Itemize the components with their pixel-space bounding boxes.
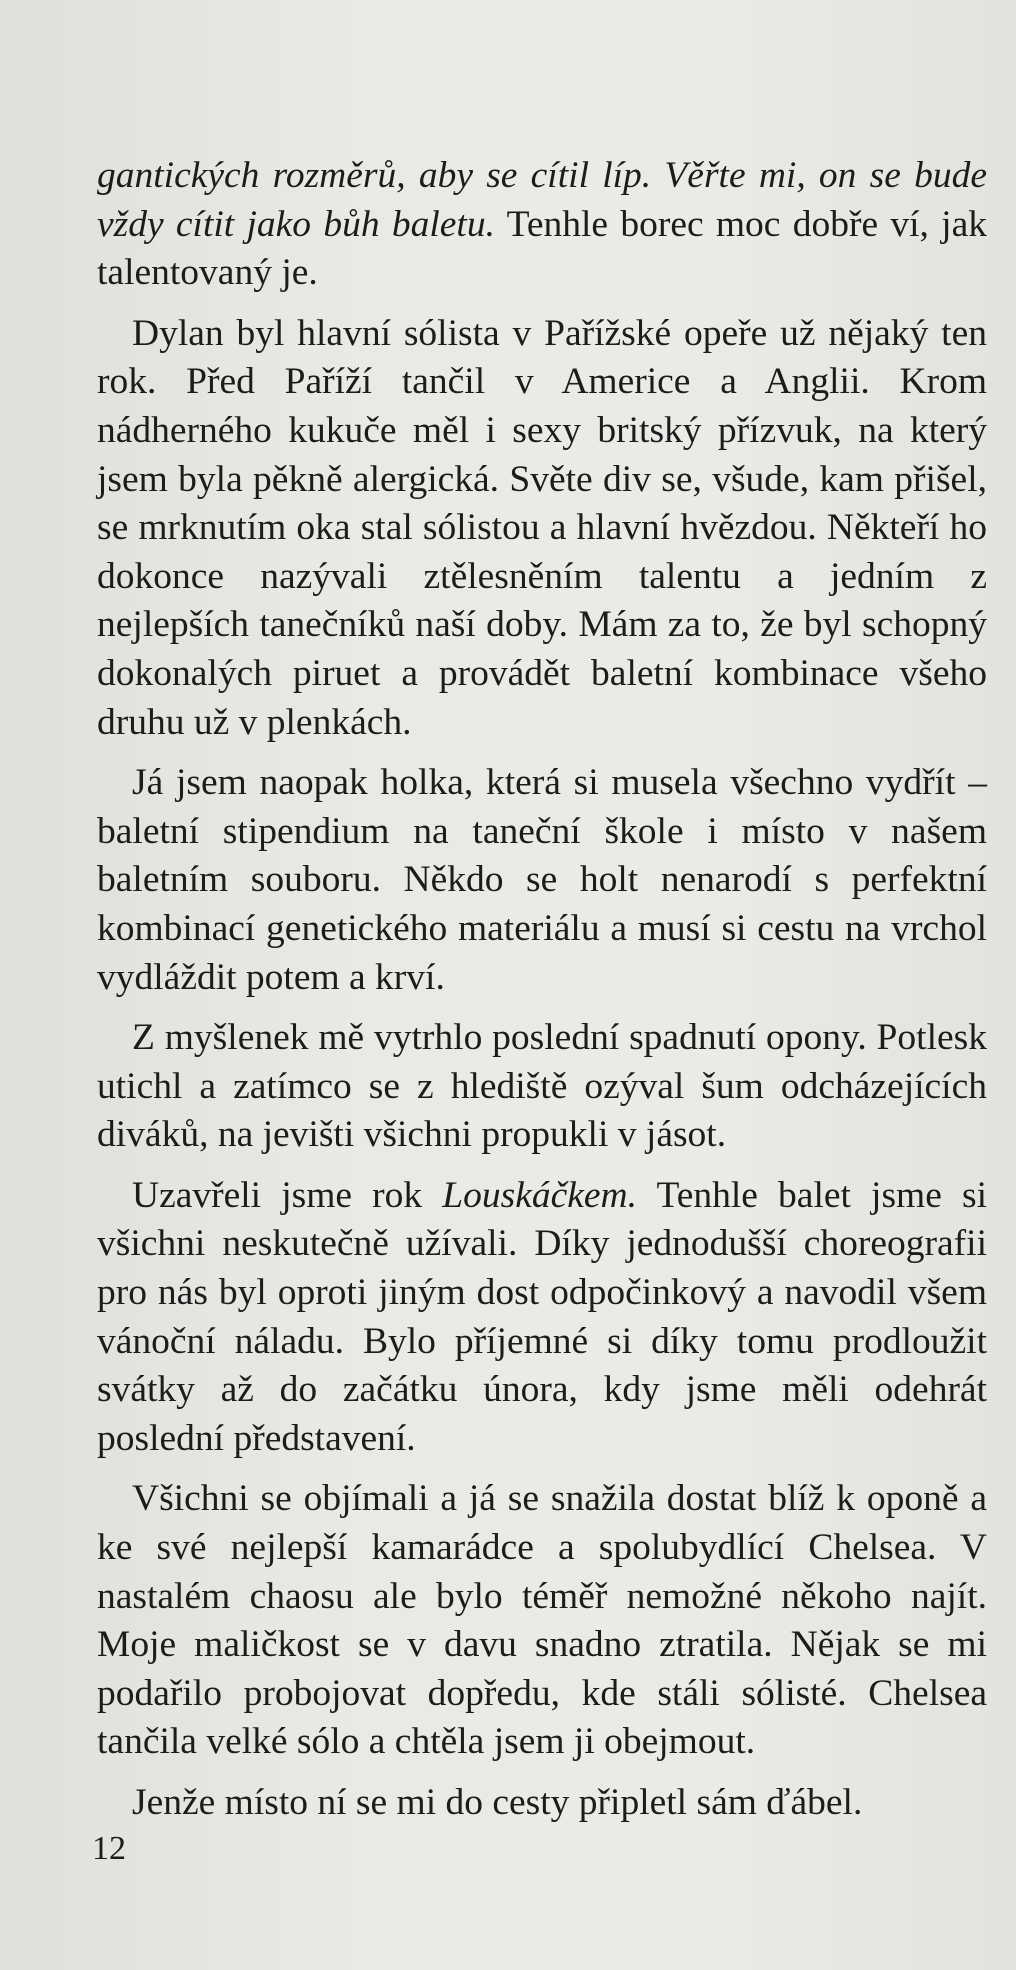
paragraph <box>97 1779 987 1828</box>
page-number: 12 <box>92 1830 126 1867</box>
text-segment: Z myšlenek mě vytrhlo poslední spadnutí opony. Potlesk utichl a zatímco se z hlediště ozýval šum odcházejících diváků, na jevišti všichni propukli v jásot. <box>97 1017 987 1156</box>
text-segment-italic: Louskáčkem. <box>442 1174 637 1216</box>
paragraph <box>97 1172 987 1464</box>
text-segment: Já jsem naopak holka, která si musela všechno vydřít – baletní stipendium na taneční škole i místo v našem baletním souboru. Někdo se holt nenarodí s perfektní kombinací genetického materiálu a musí si cestu na vrchol vydláždit potem a krví. <box>97 762 987 998</box>
text-segment: Uzavřeli jsme rok <box>132 1174 443 1216</box>
paragraph <box>97 152 987 298</box>
text-segment: Všichni se objímali a já se snažila dostat blíž k oponě a ke své nejlepší kamarádce a spolubydlící Chelsea. V nastalém chaosu ale bylo téměř nemožné někoho najít. Moje maličkost se v davu snadno ztratila. Nějak se mi podařilo probojovat dopředu, kde stáli sólisté. Chelsea tančila velké sólo a chtěla jsem ji obejmout. <box>97 1478 987 1763</box>
text-segment: Dylan byl hlavní sólista v Pařížské opeře už nějaký ten rok. Před Paříží tančil v Americe a Anglii. Krom nádherného kukuče měl i sexy britský přízvuk, na který jsem byla pěkně alergická. Světe div se, všude, kam přišel, se mrknutím oka stal sólistou a hlavní hvězdou. Někteří ho dokonce nazývali ztělesněním talentu a jedním z nejlepších tanečníků naší doby. Mám za to, že byl schopný dokonalých piruet a provádět baletní kombinace všeho druhu už v plenkách. <box>97 312 987 743</box>
paragraph <box>97 1475 987 1767</box>
text-segment-italic: gantických rozměrů, aby se cítil líp. Věřte mi, on se bude vždy cítit jako bůh baletu. <box>97 155 987 245</box>
paragraph <box>97 759 987 1002</box>
body-text <box>97 152 987 1840</box>
paragraph <box>97 1014 987 1160</box>
text-segment: Tenhle balet jsme si všichni neskutečně užívali. Díky jednodušší choreografii pro nás byl oproti jiným dost odpočinkový a navodil všem vánoční náladu. Bylo příjemné si díky tomu prodloužit svátky až do začátku února, kdy jsme měli odehrát poslední představení. <box>97 1174 988 1459</box>
text-segment: Jenže místo ní se mi do cesty připletl sám ďábel. <box>132 1782 863 1823</box>
text-segment: Tenhle borec moc dobře ví, jak talentovaný je. <box>97 203 987 294</box>
paragraph <box>97 310 987 747</box>
